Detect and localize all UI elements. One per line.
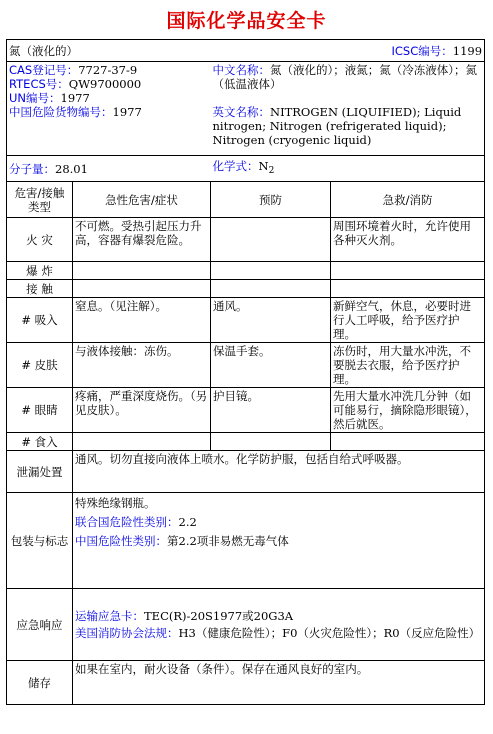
inhalation-acute: 窒息。（见注解）。 <box>73 298 211 343</box>
contact-first-aid <box>331 280 485 298</box>
header-hazard-type: 危害/接触类型 <box>7 182 73 218</box>
cn-name-value: 氮（液化的）；液氮；氮（冷冻液体）；氮（低温液体） <box>212 63 477 91</box>
row-label-ingestion: # 食入 <box>7 433 73 451</box>
table-row <box>7 262 485 280</box>
card-title: 国际化学品安全卡 <box>166 10 327 32</box>
cn-class-label: 中国危险性类别： <box>75 534 167 548</box>
header-first-aid: 急救/消防 <box>331 182 485 218</box>
packaging-cell <box>73 493 485 589</box>
table-row <box>7 433 485 451</box>
icsc-value: 1199 <box>452 43 483 58</box>
rtecs-value: QW9700000 <box>68 77 142 91</box>
skin-acute: 与液体接触：冻伤。 <box>73 343 211 388</box>
formula-cell <box>211 156 485 182</box>
table-row <box>7 388 485 433</box>
table-row <box>7 280 485 298</box>
en-name-value: NITROGEN (LIQUIFIED); Liquid nitrogen; Nitrogen (refrigerated liquid); Nitrogen (cryogenic liquid) <box>212 105 462 147</box>
mw-label: 分子量： <box>9 161 55 176</box>
mw-cell <box>7 156 211 182</box>
leak-label: 泄漏处置 <box>7 451 73 493</box>
eyes-acute: 疼痛，严重深度烧伤。（另见皮肤）。 <box>73 388 211 433</box>
skin-first-aid: 冻伤时，用大量水冲洗，不要脱去衣服，给予医疗护理。 <box>331 343 485 388</box>
cas-label: CAS登记号： <box>9 63 79 77</box>
header-prevention: 预防 <box>211 182 331 218</box>
storage-label: 储存 <box>7 661 73 705</box>
formula-sub: 2 <box>268 166 275 176</box>
explosion-first-aid <box>331 262 485 280</box>
cn-name-label: 中文名称： <box>212 63 270 77</box>
eyes-first-aid: 先用大量水冲洗几分钟（如可能易行，摘除隐形眼镜），然后就医。 <box>331 388 485 433</box>
cn-dangerous-value: 1977 <box>112 105 142 119</box>
row-label-inhalation: # 吸入 <box>7 298 73 343</box>
row-label-contact: 接 触 <box>7 280 73 298</box>
names-cell <box>211 62 485 156</box>
storage-text: 如果在室内，耐火设备（条件）。保存在通风良好的室内。 <box>73 661 485 705</box>
row-label-fire: 火 灾 <box>7 218 73 262</box>
table-row <box>7 298 485 343</box>
rtecs-label: RTECS号： <box>9 77 69 91</box>
fire-first-aid: 周围环境着火时，允许使用各种灭火剂。 <box>331 218 485 262</box>
safety-card-table <box>6 39 485 705</box>
table-row <box>7 218 485 262</box>
formula-base: N <box>258 159 269 173</box>
ingestion-acute <box>73 433 211 451</box>
cn-dangerous-label: 中国危险货物编号： <box>9 105 113 119</box>
name-row <box>7 40 485 62</box>
un-class-value: 2.2 <box>178 515 197 529</box>
chemical-name: 氮（液化的） <box>9 43 78 58</box>
ingestion-prevention <box>211 433 331 451</box>
row-label-skin: # 皮肤 <box>7 343 73 388</box>
packaging-line1: 特殊绝缘钢瓶。 <box>75 496 156 510</box>
identifiers-cell <box>7 62 211 156</box>
emergency-label: 应急响应 <box>7 589 73 661</box>
contact-acute <box>73 280 211 298</box>
skin-prevention: 保温手套。 <box>211 343 331 388</box>
un-value: 1977 <box>60 91 90 105</box>
icsc-label: ICSC编号： <box>391 43 453 58</box>
ingestion-first-aid <box>331 433 485 451</box>
explosion-prevention <box>211 262 331 280</box>
leak-text: 通风。切勿直接向液体上喷水。化学防护服，包括自给式呼吸器。 <box>73 451 485 493</box>
un-class-label: 联合国危险性类别： <box>75 515 179 529</box>
mw-value: 28.01 <box>55 161 88 176</box>
contact-prevention <box>211 280 331 298</box>
explosion-acute <box>73 262 211 280</box>
inhalation-first-aid: 新鲜空气，休息，必要时进行人工呼吸，给予医疗护理。 <box>331 298 485 343</box>
eyes-prevention: 护目镜。 <box>211 388 331 433</box>
packaging-label: 包装与标志 <box>7 493 73 589</box>
header-acute: 急性危害/症状 <box>73 182 211 218</box>
en-name-label: 英文名称： <box>212 105 270 119</box>
cn-class-value: 第2.2项非易燃无毒气体 <box>167 534 289 548</box>
cas-value: 7727-37-9 <box>78 63 138 77</box>
transport-card-value: TEC(R)-20S1977或20G3A <box>144 608 294 623</box>
fire-prevention <box>211 218 331 262</box>
table-row <box>7 343 485 388</box>
formula-label: 化学式： <box>212 159 259 173</box>
row-label-eyes: # 眼睛 <box>7 388 73 433</box>
nfpa-value: H3（健康危险性）；F0（火灾危险性）；R0（反应危险性） <box>178 625 481 640</box>
transport-card-label: 运输应急卡： <box>75 608 144 623</box>
emergency-cell <box>73 589 485 661</box>
un-label: UN编号： <box>9 91 61 105</box>
nfpa-label: 美国消防协会法规： <box>75 625 179 640</box>
row-label-explosion: 爆 炸 <box>7 262 73 280</box>
inhalation-prevention: 通风。 <box>211 298 331 343</box>
fire-acute: 不可燃。受热引起压力升高，容器有爆裂危险。 <box>73 218 211 262</box>
